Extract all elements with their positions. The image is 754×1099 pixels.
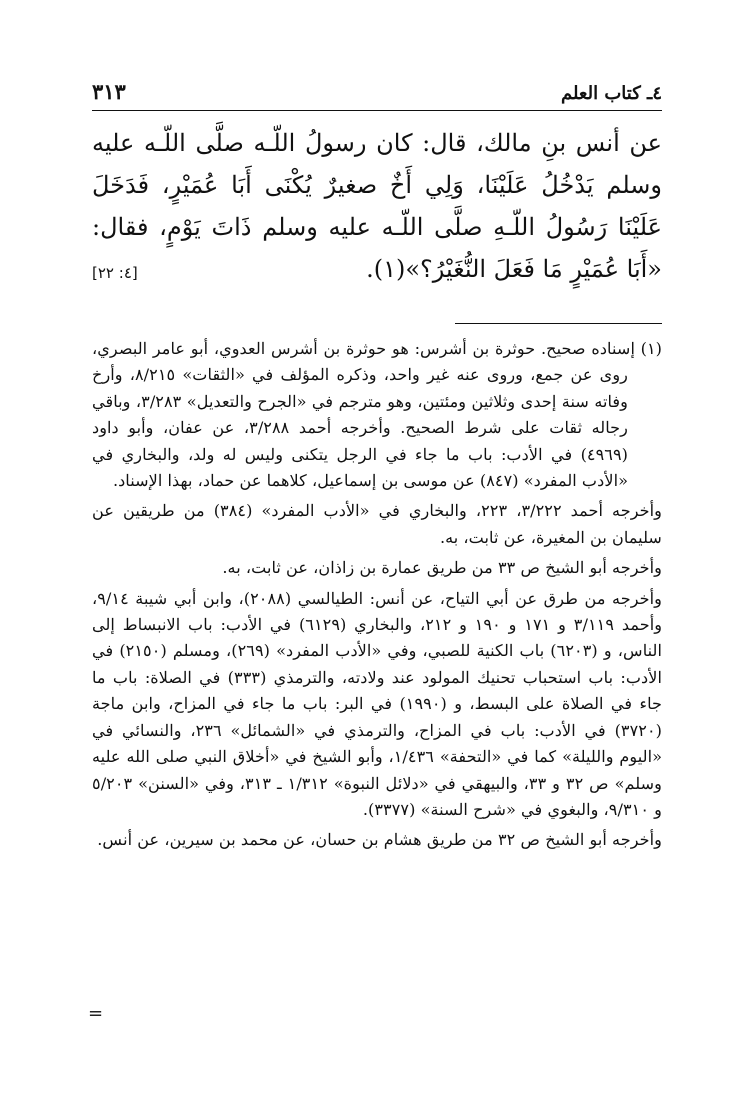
footnote-paragraph: وأخرجه أحمد ٣/٢٢٢، ٢٢٣، والبخاري في «الأدب المفرد» (٣٨٤) من طريقين عن سليمان بن المغيرة، عن ثابت، به. [92, 501, 662, 547]
footnotes [92, 336, 662, 854]
section-title: ٤ـ كتاب العلم [560, 83, 662, 104]
hadith-text-block [92, 122, 662, 308]
footnote-paragraph: وأخرجه أبو الشيخ ص ٣٣ من طريق عمارة بن زاذان، عن ثابت، به. [222, 558, 662, 578]
page-number: ٣١٣ [92, 79, 126, 104]
footnote-paragraph: وأخرجه من طرق عن أبي التياح، عن أنس: الطيالسي (٢٠٨٨)، وابن أبي شيبة ٩/١٤، وأحمد ٣/١١٩ و ١٧١ و ١٩٠ و ٢١٢، والبخاري (٦١٢٩) في الأدب: باب الانبساط إلى الناس، و (٦٢٠٣) باب الكنية للصبي، وفي «الأدب المفرد» (٢٦٩)، ومسلم (٢١٥٠) في الأدب: باب استحباب تحنيك المولود عند ولادته، والترمذي (٣٣٣) في الصلاة: باب ما جاء في الصلاة على البسط، و (١٩٩٠) في البر: باب ما جاء في المزاح، وابن ماجة (٣٧٢٠) في الأدب: باب في المزاح، والترمذي في «الشمائل» ٢٣٦، والنسائي في «اليوم والليلة» كما في «التحفة» ١/٤٣٦، وأبو الشيخ في «أخلاق النبي صلى الله عليه وسلم» ص ٣٢ و ٣٣، والبيهقي في «دلائل النبوة» ١/٣١٢ ـ ٣١٣، وفي «السنن» ٥/٢٠٣ و ٩/٣١٠، والبغوي في «شرح السنة» (٣٣٧٧). [92, 588, 663, 819]
header-divider [92, 110, 662, 111]
footnote-divider [455, 323, 662, 324]
hadith-text: عن أنس بنِ مالك، قال: كان رسولُ اللّـه صلَّى اللّـه عليه وسلم يَدْخُلُ عَلَيْنَا، وَلِي أَخٌ صغيرٌ يُكْنَى أَبَا عُمَيْرٍ، فَدَخَلَ عَلَيْنَا رَسُولُ اللّـهِ صلَّى اللّـه عليه وسلم ذَاتَ يَوْمٍ، فقال: «أَبَا عُمَيْرٍ مَا فَعَلَ النُّغَيْرُ؟»(١). [92, 129, 662, 283]
hadith-reference: [٤: ٢٢] [92, 264, 138, 282]
margin-mark: = [88, 1003, 104, 1024]
page-header [92, 70, 662, 104]
footnote-paragraph: (١) إسناده صحيح. حوثرة بن أشرس: هو حوثرة بن أشرس العدوي، أبو عامر البصري، روى عن جمع، وروى عنه غير واحد، وذكره المؤلف في «الثقات» ٨/٢١٥، وأرخ وفاته سنة إحدى وثلاثين ومئتين، وهو مترجم في «الجرح والتعديل» ٣/٢٨٣، وباقي رجاله ثقات على شرط الصحيح. وأخرجه أحمد ٣/٢٨٨، عن عفان، وأبو داود (٤٩٦٩) في الأدب: باب ما جاء في الرجل يتكنى وليس له ولد، والبخاري في «الأدب المفرد» (٨٤٧) عن موسى بن إسماعيل، كلاهما عن حماد، بهذا الإسناد. [92, 339, 662, 491]
footnote-paragraph: وأخرجه أبو الشيخ ص ٣٢ من طريق هشام بن حسان، عن محمد بن سيرين، عن أنس. [97, 830, 662, 850]
